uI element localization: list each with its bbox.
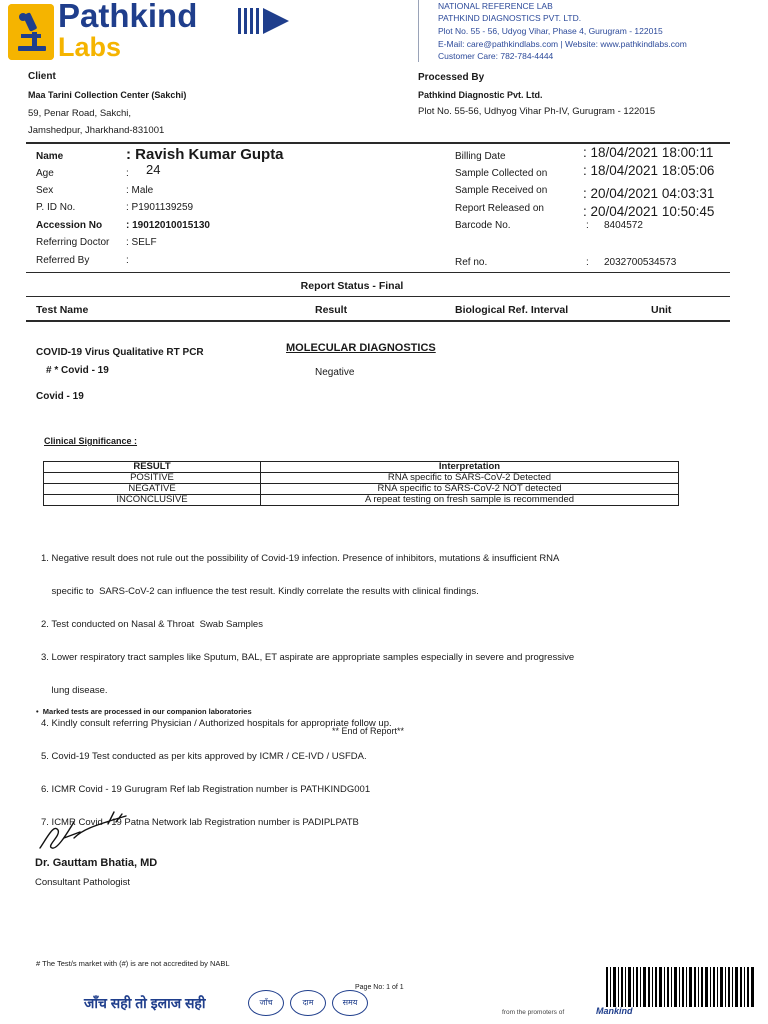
doctor-title: Consultant Pathologist [35, 877, 131, 888]
patient-block-top-rule [26, 142, 730, 144]
barcode-label: Barcode No. [455, 220, 511, 231]
brand-name: Pathkind [58, 0, 198, 34]
sample-received-label: Sample Received on [455, 185, 548, 196]
promoters-text: from the promoters of [502, 1009, 565, 1016]
barcode-colon: : [586, 220, 589, 231]
list-item: 1. Negative result does not rule out the possibility of Covid-19 infection. Presence of inhibitors, mutations & insufficient RNA [41, 553, 560, 564]
badge-label: समय [342, 998, 358, 1007]
header-divider [418, 0, 419, 62]
list-item: 2. Test conducted on Nasal & Throat Swab Samples [41, 619, 263, 630]
test-name: COVID-19 Virus Qualitative RT PCR [36, 347, 204, 358]
list-item: lung disease. [41, 685, 108, 696]
pathkind-logo-mark [8, 4, 54, 60]
patient-name-label: Name [36, 151, 64, 162]
col-result: Result [315, 304, 348, 316]
patient-sex: : Male [126, 185, 154, 196]
badge-daam [290, 990, 326, 1016]
list-item: specific to SARS-CoV-2 can influence the test result. Kindly correlate the results with clinical findings. [41, 586, 479, 597]
accession-label: Accession No [36, 220, 103, 231]
referring-doctor-label: Referring Doctor [36, 237, 110, 248]
report-released: : 20/04/2021 10:50:45 [583, 204, 715, 219]
table-cell: RNA specific to SARS-CoV-2 Detected [261, 473, 679, 484]
microscope-icon [8, 4, 54, 60]
ref-no: 2032700534573 [604, 257, 677, 268]
patient-pid-label: P. ID No. [36, 202, 76, 213]
ref-no-label: Ref no. [455, 257, 488, 268]
bullet-icon: • [36, 707, 43, 716]
table-cell: NEGATIVE [44, 484, 261, 495]
ref-lab-company: PATHKIND DIAGNOSTICS PVT. LTD. [438, 13, 582, 23]
interpretation-table [43, 461, 679, 506]
table-cell: INCONCLUSIVE [44, 495, 261, 506]
table-cell: POSITIVE [44, 473, 261, 484]
processed-name: Pathkind Diagnostic Pvt. Ltd. [418, 90, 543, 100]
brand-bars-icon [238, 6, 290, 36]
col-test-name: Test Name [36, 304, 89, 316]
ref-lab-address: Plot No. 55 - 56, Udyog Vihar, Phase 4, Gurugram - 122015 [438, 26, 663, 36]
list-item: 7. ICMR Covid - 19 Patna Network lab Registration number is PADIPLPATB [41, 817, 359, 828]
doctor-name: Dr. Gauttam Bhatia, MD [35, 857, 158, 869]
processed-address: Plot No. 55-56, Udhyog Vihar Ph-IV, Gurugram - 122015 [418, 106, 656, 117]
sample-collected: : 18/04/2021 18:05:06 [583, 163, 715, 178]
ref-lab-care: Customer Care: 782-784-4444 [438, 51, 554, 61]
patient-sex-label: Sex [36, 185, 54, 196]
brand-sub: Labs [58, 32, 122, 62]
status-top-rule [26, 272, 730, 273]
referred-by-label: Referred By [36, 255, 90, 266]
test-result: Negative [315, 367, 355, 378]
patient-pid: : P1901139259 [126, 202, 194, 213]
list-item: 3. Lower respiratory tract samples like Sputum, BAL, ET aspirate are appropriate samples especially in severe and progressive [41, 652, 575, 663]
processed-label: Processed By [418, 72, 485, 83]
col-ref-interval: Biological Ref. Interval [455, 304, 569, 316]
department-heading: MOLECULAR DIAGNOSTICS [286, 342, 436, 354]
client-address-1: 59, Penar Road, Sakchi, [28, 108, 131, 119]
companion-note [36, 706, 252, 718]
mankind-logo: Mankind [596, 1006, 633, 1016]
client-address-2: Jamshedpur, Jharkhand-831001 [28, 125, 165, 136]
list-item: 5. Covid-19 Test conducted as per kits approved by ICMR / CE-IVD / USFDA. [41, 751, 367, 762]
list-item: 4. Kindly consult referring Physician / Authorized hospitals for appropriate follow up. [41, 718, 392, 729]
client-label: Client [28, 71, 56, 82]
companion-note-text: Marked tests are processed in our companion laboratories [42, 707, 252, 716]
col-unit: Unit [651, 304, 672, 316]
table-header-result: RESULT [44, 462, 261, 473]
table-header-interpretation: Interpretation [261, 462, 679, 473]
billing-date: : 18/04/2021 18:00:11 [583, 145, 714, 160]
end-of-report: ** End of Report** [331, 726, 405, 736]
barcode-image [606, 967, 756, 1007]
sample-received: : 20/04/2021 04:03:31 [583, 186, 715, 201]
billing-date-label: Billing Date [455, 151, 506, 162]
clinical-significance-heading: Clinical Significance : [44, 436, 138, 446]
notes-list [41, 531, 574, 839]
footer-slogan: जाँच सही तो इलाज सही [84, 995, 206, 1011]
ref-lab-title: NATIONAL REFERENCE LAB [438, 1, 553, 11]
badge-label: जाँच [259, 998, 273, 1007]
test-parameter: # * Covid - 19 [46, 365, 109, 376]
referred-by: : [126, 255, 129, 266]
table-header-row [44, 462, 679, 473]
table-row [44, 495, 679, 506]
columns-bottom-rule [26, 320, 730, 322]
doctor-signature-icon [34, 808, 130, 858]
patient-name: : Ravish Kumar Gupta [126, 146, 284, 163]
table-cell: RNA specific to SARS-CoV-2 NOT detected [261, 484, 679, 495]
patient-age: 24 [146, 162, 161, 177]
ref-no-colon: : [586, 257, 589, 268]
nabl-note: # The Test/s market with (#) is are not accredited by NABL [36, 959, 230, 968]
badge-label: दाम [302, 998, 314, 1007]
patient-age-colon: : [126, 168, 129, 179]
table-row [44, 484, 679, 495]
list-item: 6. ICMR Covid - 19 Gurugram Ref lab Registration number is PATHKINDG001 [41, 784, 371, 795]
sample-collected-label: Sample Collected on [455, 168, 548, 179]
table-cell: A repeat testing on fresh sample is recommended [261, 495, 679, 506]
referring-doctor: : SELF [126, 237, 157, 248]
patient-age-label: Age [36, 168, 54, 179]
section-title: Covid - 19 [36, 391, 84, 402]
columns-top-rule [26, 296, 730, 297]
report-status: Report Status - Final [300, 280, 404, 292]
ref-lab-contact: E-Mail: care@pathkindlabs.com | Website: www.pathkindlabs.com [438, 39, 687, 49]
page-number: Page No: 1 of 1 [355, 984, 404, 991]
badge-samay [332, 990, 368, 1016]
badge-jaanch [248, 990, 284, 1016]
client-name: Maa Tarini Collection Center (Sakchi) [28, 90, 187, 100]
accession-number: : 19012010015130 [126, 220, 210, 231]
barcode-number: 8404572 [604, 220, 643, 231]
table-row [44, 473, 679, 484]
report-released-label: Report Released on [455, 203, 544, 214]
